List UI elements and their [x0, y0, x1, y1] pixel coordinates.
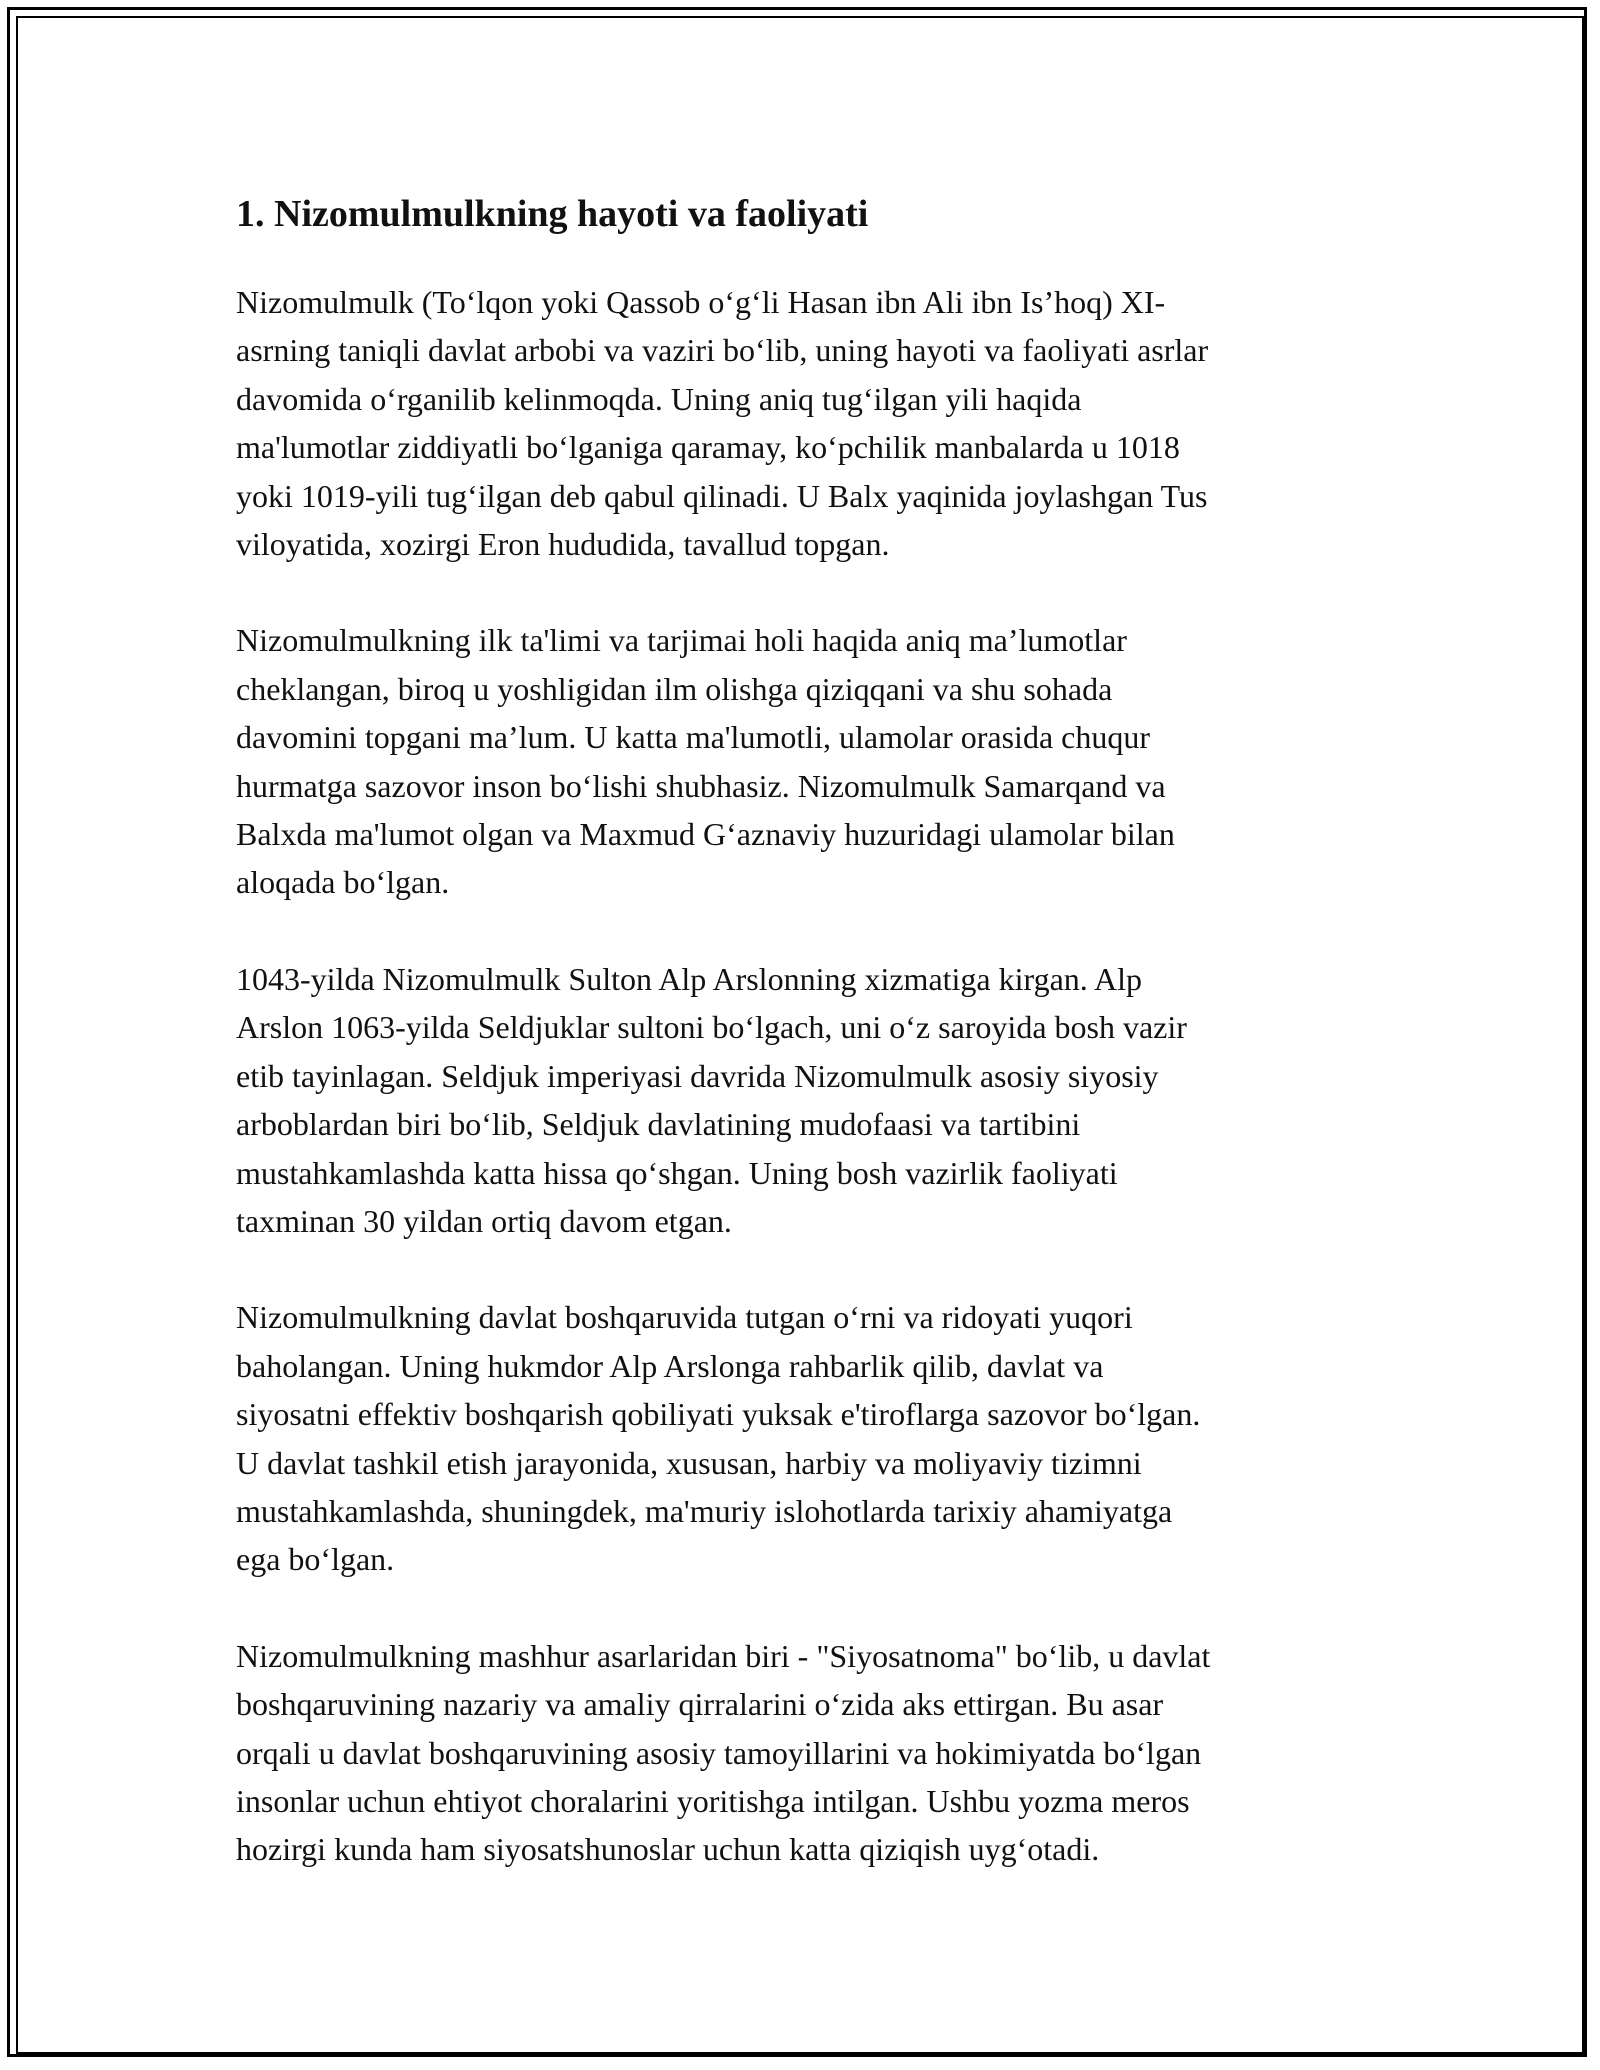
text-line: insonlar uchun ehtiyot choralarini yoritishga intilgan. Ushbu yozma meros — [236, 1782, 1190, 1819]
document-body — [236, 186, 1366, 1922]
text-line: siyosatni effektiv boshqarish qobiliyati yuksak e'tiroflarga sazovor bo‘lgan. — [236, 1396, 1201, 1433]
text-line: Nizomulmulkning davlat boshqaruvida tutgan o‘rni va ridoyati yuqori — [236, 1299, 1133, 1336]
text-line: ega bo‘lgan. — [236, 1541, 395, 1578]
text-line: mustahkamlashda, shuningdek, ma'muriy islohotlarda tarixiy ahamiyatga — [236, 1492, 1173, 1529]
text-line: ma'lumotlar ziddiyatli bo‘lganiga qaramay, ko‘pchilik manbalarda u 1018 — [236, 429, 1180, 466]
paragraph-education — [236, 616, 1366, 906]
text-line: taxminan 30 yildan ortiq davom etgan. — [236, 1202, 732, 1239]
text-line: Balxda ma'lumot olgan va Maxmud G‘aznaviy huzuridagi ulamolar bilan — [236, 816, 1175, 853]
text-line: hurmatga sazovor inson bo‘lishi shubhasiz. Nizomulmulk Samarqand va — [236, 767, 1166, 804]
text-line: hozirgi kunda ham siyosatshunoslar uchun katta qiziqish uyg‘otadi. — [236, 1831, 1100, 1868]
section-heading: 1. Nizomulmulkning hayoti va faoliyati — [236, 193, 869, 235]
text-line: Nizomulmulk (To‘lqon yoki Qassob o‘g‘li Hasan ibn Ali ibn Is’hoq) XI- — [236, 284, 1166, 320]
text-line: davomini topgani ma’lum. U katta ma'lumotli, ulamolar orasida chuqur — [236, 719, 1150, 756]
text-line: Nizomulmulkning mashhur asarlaridan biri - "Siyosatnoma" bo‘lib, u davlat — [236, 1637, 1211, 1674]
text-line: asrning taniqli davlat arbobi va vaziri bo‘lib, uning hayoti va faoliyati asrlar — [236, 332, 1209, 369]
text-line: yoki 1019-yili tug‘ilgan deb qabul qilinadi. U Balx yaqinida joylashgan Tus — [236, 477, 1208, 514]
text-line: 1043-yilda Nizomulmulk Sulton Alp Arslonning xizmatiga kirgan. Alp — [236, 960, 1143, 997]
text-line: baholangan. Uning hukmdor Alp Arslonga rahbarlik qilib, davlat va — [236, 1347, 1104, 1384]
text-line: etib tayinlagan. Seldjuk imperiyasi davrida Nizomulmulk asosiy siyosiy — [236, 1057, 1159, 1094]
text-line: U davlat tashkil etish jarayonida, xususan, harbiy va moliyaviy tizimni — [236, 1444, 1142, 1481]
text-line: boshqaruvining nazariy va amaliy qirralarini o‘zida aks ettirgan. Bu asar — [236, 1686, 1164, 1723]
text-line: mustahkamlashda katta hissa qo‘shgan. Uning bosh vazirlik faoliyati — [236, 1154, 1118, 1191]
paragraph-governance — [236, 1293, 1366, 1583]
text-line: orqali u davlat boshqaruvining asosiy tamoyillarini va hokimiyatda bo‘lgan — [236, 1734, 1202, 1771]
paragraph-career — [236, 955, 1366, 1245]
text-line: Arslon 1063-yilda Seldjuklar sultoni bo‘lgach, uni o‘z saroyida bosh vazir — [236, 1009, 1187, 1046]
text-line: aloqada bo‘lgan. — [236, 864, 450, 901]
text-line: Nizomulmulkning ilk ta'limi va tarjimai holi haqida aniq ma’lumotlar — [236, 622, 1127, 659]
paragraph-birth — [236, 278, 1366, 568]
text-line: arboblardan biri bo‘lib, Seldjuk davlatining mudofaasi va tartibini — [236, 1106, 1081, 1143]
text-line: davomida o‘rganilib kelinmoqda. Uning aniq tug‘ilgan yili haqida — [236, 380, 1082, 417]
paragraph-siyosatnoma — [236, 1632, 1366, 1874]
text-line: viloyatida, xozirgi Eron hududida, tavallud topgan. — [236, 526, 890, 563]
text-line: cheklangan, biroq u yoshligidan ilm olishga qiziqqani va shu sohada — [236, 670, 1113, 707]
